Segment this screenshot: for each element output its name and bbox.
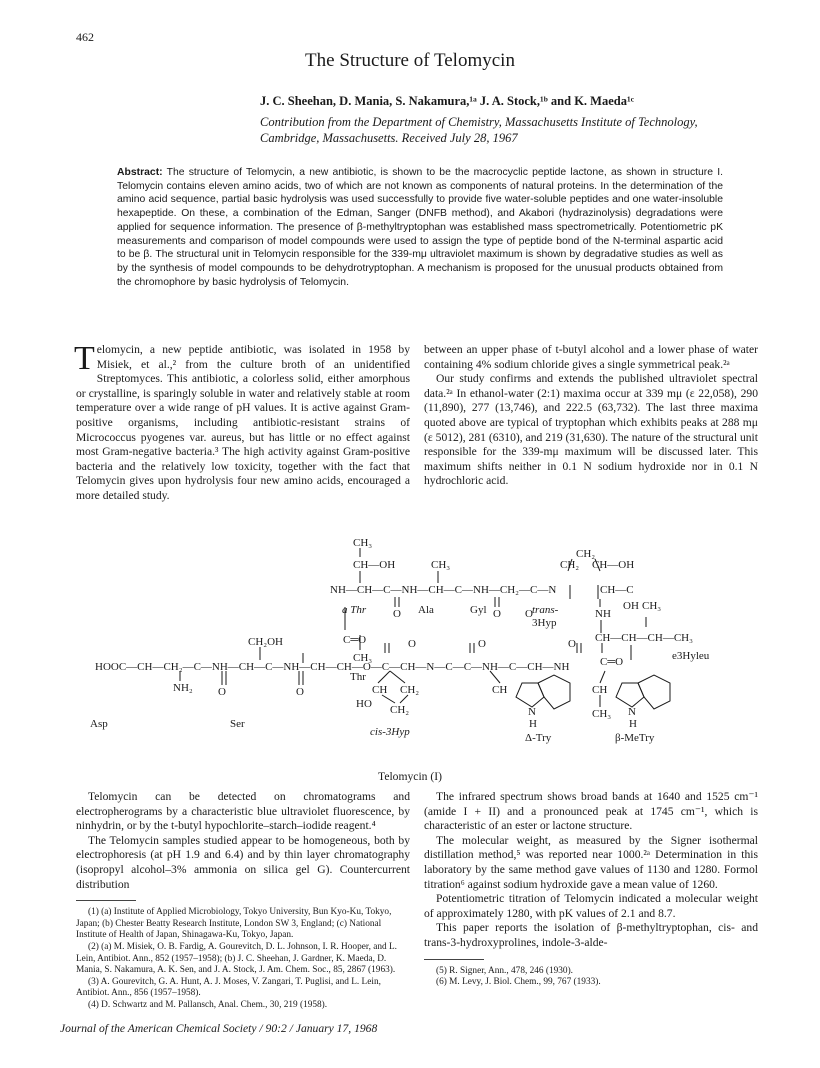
footnote: (4) D. Schwartz and M. Pallansch, Anal. Chem., 30, 219 (1958). <box>88 999 328 1010</box>
residue-label: Ala <box>418 604 434 616</box>
atom-label: O <box>408 638 416 650</box>
footnote-divider <box>76 900 136 901</box>
atom-label: CH <box>592 684 608 696</box>
atom-label: CH₂OH <box>248 636 284 648</box>
atom-label: CH₃ <box>642 600 662 612</box>
structure-text <box>90 537 710 744</box>
atom-label: NH <box>595 608 611 620</box>
atom-label: CH₃ <box>431 559 451 571</box>
drop-cap: T <box>74 340 95 377</box>
residue-label: a Thr <box>342 604 367 616</box>
atom-label: C═O <box>600 656 624 668</box>
footnote-divider <box>424 959 484 960</box>
atom-label: CH₂ <box>560 559 580 571</box>
structure-caption: Telomycin (I) <box>378 770 442 783</box>
residue-label: Asp <box>90 718 108 730</box>
atom-label: NH₂ <box>173 682 193 694</box>
paragraph: The infrared spectrum shows broad bands at 1640 and 1525 cm⁻¹ (amide I + II) and a pronounced peak at 1745 cm⁻¹, which is characteristic of an ester or lactone structure. <box>424 790 758 833</box>
atom-label: CH—C <box>600 584 634 596</box>
atom-label: OH <box>623 600 639 612</box>
author-list: J. C. Sheehan, D. Mania, S. Nakamura,¹ᵃ J. A. Stock,¹ᵇ and K. Maeda¹ᶜ <box>260 94 634 108</box>
abstract-text: The structure of Telomycin, a new antibiotic, is shown to be the macrocyclic peptide lactone, as shown in structure I. Telomycin contains eleven amino acids, two of which are not known as components of natural proteins. In the determination of the amino acid sequence, partial basic hydrolysis was used successfully to provide five water-soluble peptides and one water-insoluble hexapeptide. On these, a combination of the Edman, Sanger (DNFB method), and Akabori (hydrazinolysis) degradations were applied for sequence information. The presence of β-methyltryptophan was established mass spectrometrically. Potentiometric pK measurements and comparison of model compounds were used to assign the type of peptide bond of the N-terminal aspartic acid to be β. The structural unit in Telomycin responsible for the 339-mμ ultraviolet maximum is shown by degradative studies as well as by the synthesis of model compounds to be dehydrotryptophan. A mechanism is proposed for the unusual products obtained from the chromophore by basic hydrolysis of Telomycin. <box>117 167 723 288</box>
atom-label: O <box>525 608 533 620</box>
footnote: (6) M. Levy, J. Biol. Chem., 99, 767 (1933). <box>436 977 601 988</box>
atom-label: O <box>478 638 486 650</box>
left-column-top <box>74 340 410 504</box>
atom-label: O <box>218 686 226 698</box>
atom-label: O <box>568 638 576 650</box>
telomycin-structure-diagram <box>60 535 760 785</box>
atom-label: O <box>393 608 401 620</box>
residue-label: trans- <box>532 604 559 616</box>
atom-label: CH <box>492 684 508 696</box>
atom-label: CH—OH <box>353 559 396 571</box>
residue-label: Ser <box>230 718 245 730</box>
abstract-label: Abstract: <box>117 167 163 178</box>
page-number: 462 <box>76 30 94 44</box>
atom-label: H <box>629 718 637 730</box>
journal-footer: Journal of the American Chemical Society / 90:2 / January 17, 1968 <box>60 1022 378 1035</box>
atom-label: CH <box>372 684 388 696</box>
atom-chain: NH—CH—C—NH—CH—C—NH—CH₂—C—N <box>330 584 557 596</box>
residue-label: Thr <box>350 671 366 683</box>
paragraph: This paper reports the isolation of β-methyltryptophan, cis- and trans-3-hydroxyprolines, indole-3-alde- <box>424 921 758 949</box>
footnote: (3) A. Gourevitch, G. A. Hunt, A. J. Moses, V. Zangari, T. Puglisi, and L. Lein, Antibiot. Ann., 856 (1957–1958). <box>76 976 381 999</box>
residue-label: Gyl <box>470 604 487 616</box>
atom-label: H <box>529 718 537 730</box>
abstract <box>117 166 723 289</box>
atom-label: CH₃ <box>353 537 373 549</box>
atom-label: O <box>493 608 501 620</box>
paragraph: The Telomycin samples studied appear to be homogeneous, both by electrophoresis (at pH 1.9 and 6.4) and by thin layer chromatography (isopropyl alcohol–3% ammonia on silica gel G). Countercurrent distribution <box>76 833 410 891</box>
atom-chain: HOOC—CH—CH₂—C—NH—CH—C—NH—CH—CH—O—C—CH—N—C—C—NH—C—CH—NH <box>95 661 570 673</box>
atom-label: HO <box>356 698 372 710</box>
left-column-bottom <box>76 790 410 1012</box>
affiliation: Contribution from the Department of Chemistry, Massachusetts Institute of Technology, Cambridge, Massachusetts. Received July 28, 1967 <box>260 115 698 145</box>
footnote: (1) (a) Institute of Applied Microbiology, Tokyo University, Bun Kyo-Ku, Tokyo, Japan; (b) Chester Beatty Research Institute, London SW 3, England; (c) National Institute of Health of Japan, Shinagawa-Ku, Tokyo, Japan. <box>76 907 392 941</box>
residue-label: 3Hyp <box>532 617 557 629</box>
paragraph: The molecular weight, as measured by the Signer isothermal distillation method,⁵ was reported near 1000.²ᵃ Determination in this laboratory by the same method gave values of 1130 and 1280. Formol titration⁶ against sodium hydroxide gave a mean value of 1260. <box>424 833 758 891</box>
intro-text: elomycin, a new peptide antibiotic, was isolated in 1958 by Misiek, et al.,² from the culture broth of an unidentified Streptomyces. This antibiotic, a colorless solid, either amorphous or crystalline, is sparingly soluble in water and relatively stable at room temperature over a wide range of pH values. It is active against Gram-positive organisms, including antibiotic-resistant strains of Micrococcus pyogenes var. aureus, but has little or no effect against most Gram-negative bacteria.³ The high activity against Gram-positive bacteria and the relatively low toxicity, together with the fact that Telomycin gives upon hydrolysis four new amino acids, encouraged a more detailed study. <box>76 343 410 502</box>
footnote: (2) (a) M. Misiek, O. B. Fardig, A. Gourevitch, D. L. Johnson, I. R. Hooper, and L. Lein, Antibiot. Ann., 852 (1957–1958); (b) J. C. Sheehan, J. Gardner, K. Maeda, D. Mania, S. Nakamura, A. K. Sen, and J. A. Stock, J. Am. Chem. Soc., 85, 2867 (1963). <box>76 941 397 976</box>
atom-chain: CH—CH—CH—CH₃ <box>595 632 693 644</box>
paragraph: Telomycin can be detected on chromatograms and electropherograms by a characteristic blue ultraviolet fluorescence, by ninhydrin, or by the t-butyl hypochlorite–starch–iodide reagent.⁴ <box>76 790 410 833</box>
atom-label: CH—OH <box>592 559 635 571</box>
right-column-top <box>424 343 758 489</box>
paragraph: Our study confirms and extends the published ultraviolet spectral data.²ᵃ In ethanol-water (2:1) maxima occur at 339 mμ (ε 22,058), 290 (11,890), 277 (13,746), and 222.5 (63,732). The last three maxima quoted above are typical of tryptophan which exhibits peaks at 288 mμ (ε 5012), 281 (6310), and 219 (31,630). The nature of the structural unit responsible for the 339-mμ maximum will be discussed later. This maximum shifts neither in 0.1 N sodium hydroxide nor in 0.1 N hydrochloric acid. <box>424 372 758 488</box>
atom-label: CH₃ <box>592 708 612 720</box>
residue-label: cis-3Hyp <box>370 726 410 738</box>
article-title: The Structure of Telomycin <box>305 50 515 71</box>
atom-label: CH₂ <box>390 704 410 716</box>
atom-label: C═O <box>343 634 367 646</box>
footnote: (5) R. Signer, Ann., 478, 246 (1930). <box>436 965 574 976</box>
atom-label: CH₃ <box>353 652 373 664</box>
atom-label: N <box>528 706 536 718</box>
paragraph: Potentiometric titration of Telomycin indicated a molecular weight of approximately 1280, with pK values of 2.1 and 8.7. <box>424 892 758 920</box>
atom-label: N <box>628 706 636 718</box>
residue-label: Δ-Try <box>525 732 552 744</box>
paragraph: between an upper phase of t-butyl alcohol and a lower phase of water containing 4% sodium chloride gives a single symmetrical peak.²ᵃ <box>424 343 758 371</box>
residue-label: e3Hyleu <box>672 650 710 662</box>
intro-paragraph <box>74 340 410 504</box>
right-column-bottom <box>424 790 758 989</box>
atom-label: O <box>296 686 304 698</box>
atom-label: CH₂ <box>400 684 420 696</box>
atom-label: CH₂ <box>576 548 596 560</box>
residue-label: β-MeTry <box>615 732 655 744</box>
